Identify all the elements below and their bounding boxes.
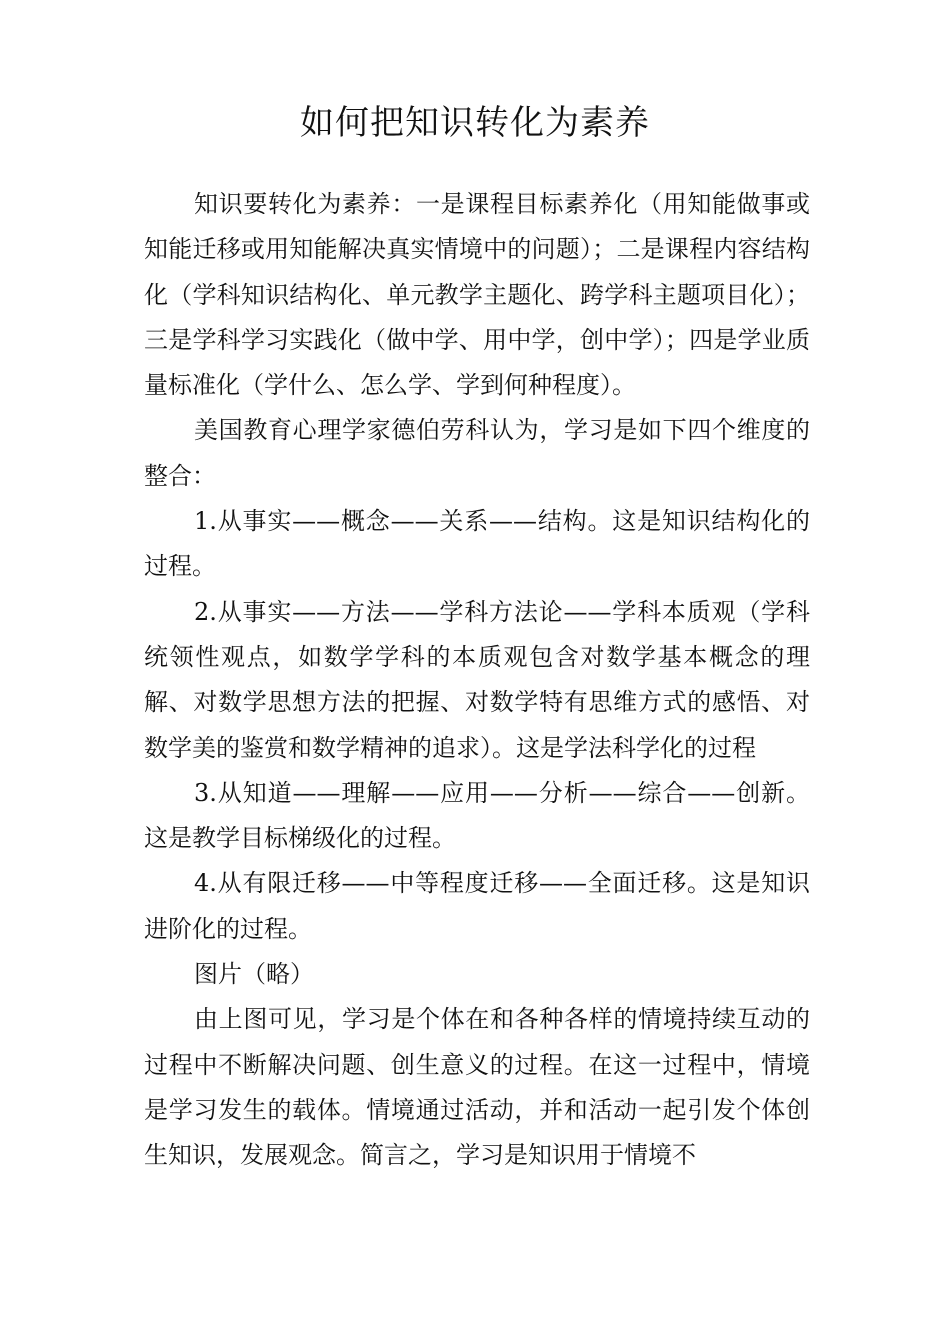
paragraph-dimension-3: 3.从知道——理解——应用——分析——综合——创新。这是教学目标梯级化的过程。	[144, 778, 810, 853]
paragraph-dimension-2: 2.从事实——方法——学科方法论——学科本质观（学科统领性观点，如数学学科的本质观包含对数学基本概念的理解、对数学思想方法的把握、对数学特有思维方式的感悟、对数学美的鉴赏和数学精神的追求）。这是学法科学化的过程	[144, 597, 810, 762]
document-title: 如何把知识转化为素养	[300, 103, 650, 143]
paragraph-learning-summary: 由上图可见，学习是个体在和各种各样的情境持续互动的过程中不断解决问题、创生意义的过程。在这一过程中，情境是学习发生的载体。情境通过活动，并和活动一起引发个体创生知识，发展观念。简言之，学习是知识用于情境不	[144, 1005, 810, 1170]
paragraph-competency-transformation: 知识要转化为素养：一是课程目标素养化（用知能做事或知能迁移或用知能解决真实情境中的问题）；二是课程内容结构化（学科知识结构化、单元教学主题化、跨学科主题项目化）；三是学科学习实践化（做中学、用中学，创中学）；四是学业质量标准化（学什么、怎么学、学到何种程度）。	[144, 190, 810, 400]
paragraph-four-dimensions-intro: 美国教育心理学家德伯劳科认为，学习是如下四个维度的整合：	[144, 416, 810, 490]
document-body	[144, 182, 810, 1179]
paragraph-dimension-1: 1.从事实——概念——关系——结构。这是知识结构化的过程。	[144, 507, 810, 581]
paragraph-dimension-4: 4.从有限迁移——中等程度迁移——全面迁移。这是知识进阶化的过程。	[144, 869, 810, 943]
image-placeholder-text: 图片（略）	[194, 960, 314, 989]
